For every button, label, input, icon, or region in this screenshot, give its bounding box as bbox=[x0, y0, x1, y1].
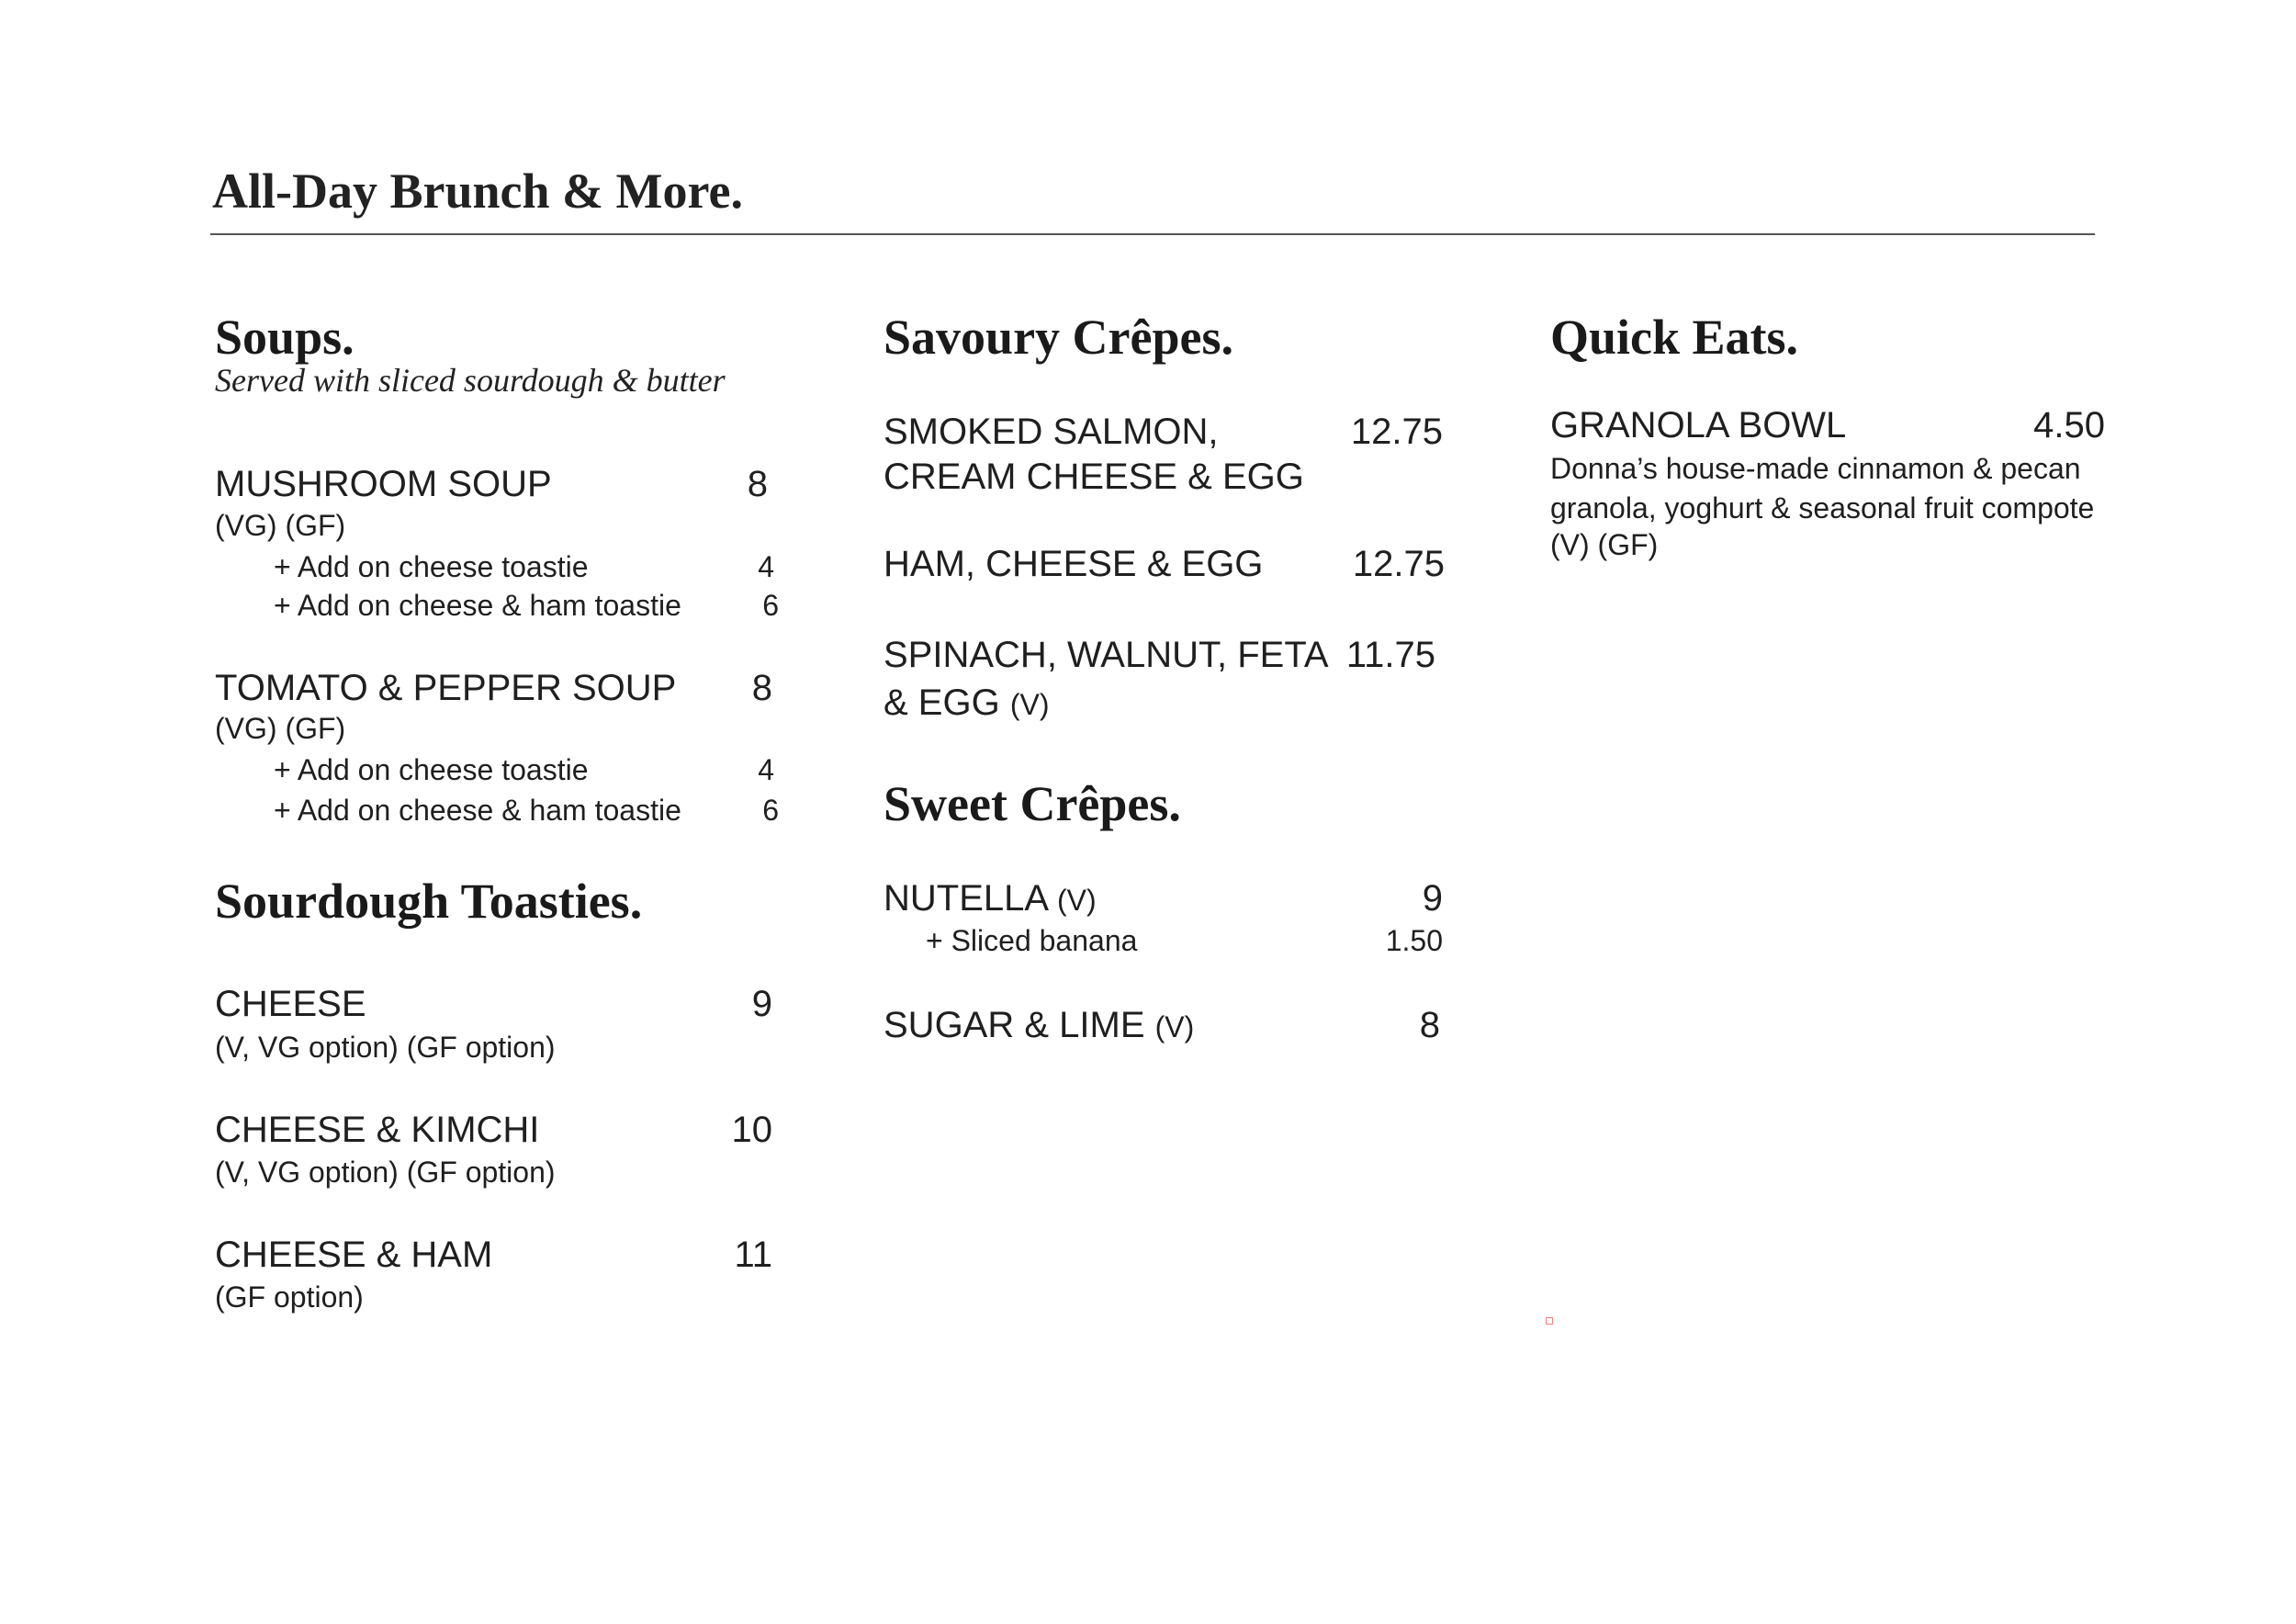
item-name-text: & EGG bbox=[884, 682, 1000, 723]
item-name: CHEESE bbox=[215, 984, 366, 1024]
addon-price: 1.50 bbox=[1385, 924, 1443, 957]
addon-label: + Add on cheese & ham toastie bbox=[274, 589, 681, 622]
section-heading: Sweet Crêpes. bbox=[884, 776, 1181, 831]
item-price: 8 bbox=[751, 668, 772, 708]
item-tags: (V, VG option) (GF option) bbox=[215, 1031, 556, 1064]
item-tags: (VG) (GF) bbox=[215, 712, 346, 745]
item-tags: (GF option) bbox=[215, 1280, 364, 1314]
title-divider bbox=[210, 233, 2095, 235]
item-price: 11 bbox=[734, 1235, 772, 1275]
item-name: CHEESE & KIMCHI bbox=[215, 1110, 540, 1150]
item-name bbox=[884, 876, 1097, 920]
addon-price: 6 bbox=[762, 794, 779, 827]
section-heading: Savoury Crêpes. bbox=[884, 310, 1233, 365]
item-name-line2 bbox=[884, 681, 1049, 725]
diet-tag: (V) bbox=[1009, 688, 1050, 721]
addon-price: 4 bbox=[758, 753, 774, 786]
addon-label: + Add on cheese toastie bbox=[274, 550, 589, 583]
stray-marker bbox=[1546, 1317, 1553, 1325]
item-price: 12.75 bbox=[1350, 412, 1443, 452]
item-name-text: NUTELLA bbox=[884, 878, 1047, 919]
addon-price: 6 bbox=[762, 589, 779, 622]
item-name: CHEESE & HAM bbox=[215, 1235, 493, 1275]
section-heading: Quick Eats. bbox=[1550, 310, 1799, 365]
item-description: granola, yoghurt & seasonal fruit compote bbox=[1550, 491, 2095, 524]
item-name bbox=[884, 1003, 1194, 1047]
item-name: TOMATO & PEPPER SOUP bbox=[215, 668, 677, 708]
item-description: Donna’s house-made cinnamon & pecan bbox=[1550, 452, 2081, 485]
section-heading: Soups. bbox=[215, 310, 355, 365]
item-tags: (VG) (GF) bbox=[215, 509, 346, 542]
item-name: GRANOLA BOWL bbox=[1550, 405, 1847, 445]
item-tags: (V, VG option) (GF option) bbox=[215, 1156, 556, 1189]
item-price: 4.50 bbox=[2033, 405, 2105, 445]
item-name: MUSHROOM SOUP bbox=[215, 464, 552, 504]
addon-label: + Add on cheese & ham toastie bbox=[274, 794, 681, 827]
item-price: 8 bbox=[1419, 1005, 1440, 1045]
item-name-line1: SMOKED SALMON, bbox=[884, 412, 1219, 452]
item-price: 10 bbox=[731, 1110, 772, 1150]
section-subtitle: Served with sliced sourdough & butter bbox=[215, 362, 726, 399]
diet-tag: (V) bbox=[1154, 1010, 1195, 1043]
item-tags: (V) (GF) bbox=[1550, 528, 1659, 561]
item-name-line1: SPINACH, WALNUT, FETA bbox=[884, 635, 1329, 675]
page-title: All-Day Brunch & More. bbox=[212, 164, 743, 219]
addon-label: + Sliced banana bbox=[926, 924, 1138, 957]
item-price: 8 bbox=[747, 464, 768, 504]
item-name-text: SUGAR & LIME bbox=[884, 1005, 1145, 1045]
item-price: 9 bbox=[1422, 878, 1443, 919]
item-price: 12.75 bbox=[1352, 544, 1445, 584]
item-name: HAM, CHEESE & EGG bbox=[884, 544, 1264, 584]
addon-price: 4 bbox=[758, 550, 774, 583]
item-price: 9 bbox=[751, 984, 772, 1024]
item-name-line2: CREAM CHEESE & EGG bbox=[884, 457, 1304, 497]
item-price: 11.75 bbox=[1345, 635, 1435, 675]
diet-tag: (V) bbox=[1056, 884, 1097, 917]
addon-label: + Add on cheese toastie bbox=[274, 753, 589, 786]
section-heading: Sourdough Toasties. bbox=[215, 874, 643, 929]
